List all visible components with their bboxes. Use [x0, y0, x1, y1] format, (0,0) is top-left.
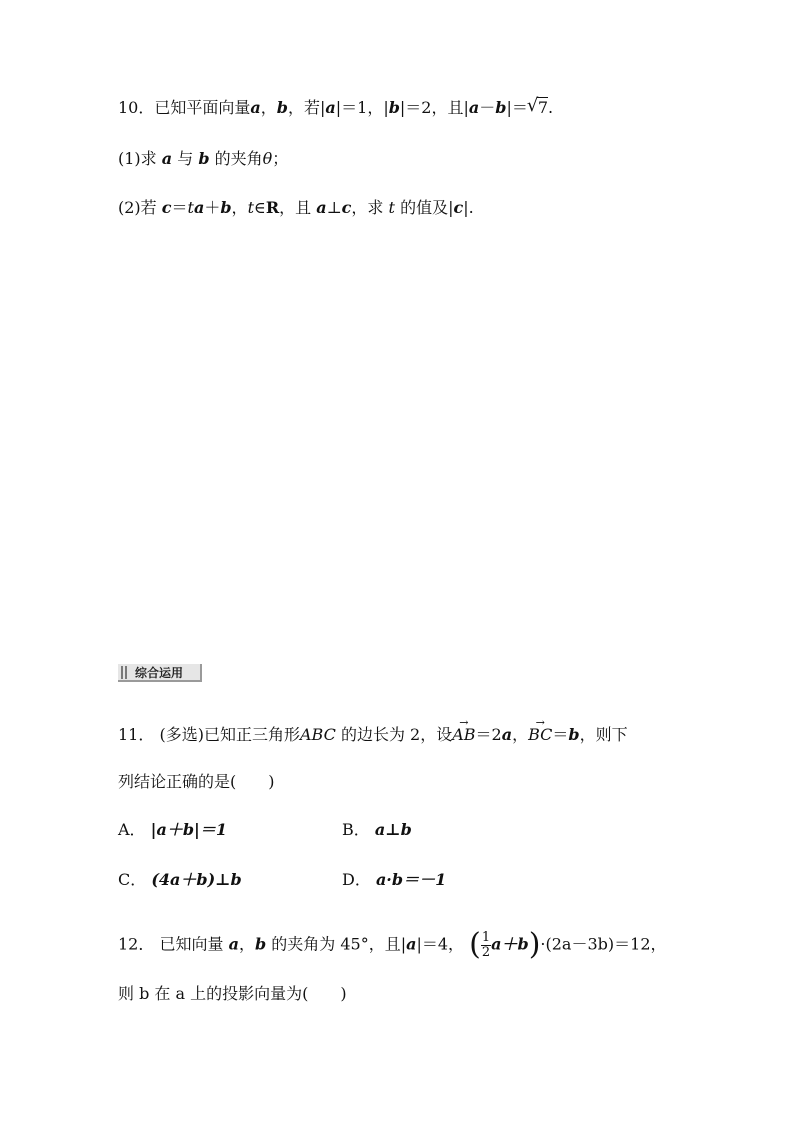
option-a-text: |a＋b|＝1	[150, 820, 227, 839]
q10-sep: ，	[260, 98, 277, 117]
q10-1-label: (1)求	[118, 149, 157, 168]
q10-2-t2: t	[247, 198, 254, 217]
option-a-label: A．	[118, 820, 146, 839]
q10-2-t: t	[187, 198, 194, 217]
q10-2-perp: ⊥	[326, 198, 342, 217]
option-d-label: D．	[342, 870, 371, 889]
q10-2-reals: R	[265, 198, 280, 217]
option-b-text: a⊥b	[374, 820, 412, 839]
q11-vec-bc: → BC	[528, 724, 552, 746]
q10-2-vec-c2: c	[341, 198, 352, 217]
q10-2-tail: 的值及|	[400, 198, 454, 217]
q12-paren-close: )	[528, 927, 541, 962]
option-d-text: a·b＝－1	[375, 870, 447, 889]
q10-number: 10．	[118, 98, 155, 117]
q10-2-ask: ，求	[351, 198, 384, 217]
q10-abs-b-eq: |＝2，且|	[399, 98, 469, 117]
q10-2-t3: t	[388, 198, 395, 217]
q10-2-vec-a: a	[193, 198, 205, 217]
q11-multi-tag: (多选)	[159, 725, 204, 744]
q12-inner-tail: a＋b	[491, 934, 529, 954]
q12-dot-expr: ·(2a－3b)＝12，	[540, 934, 667, 954]
q10-part2	[118, 197, 474, 219]
q11-comma: ，	[512, 725, 529, 744]
q12-stem-b: 的夹角为 45°，且|	[271, 934, 407, 954]
q12-stem-line2: 则 b 在 a 上的投影向量为( )	[118, 984, 347, 1003]
q10-sqrt	[528, 97, 548, 119]
section-tag	[118, 664, 202, 682]
q10-1-end: ；	[272, 149, 289, 168]
q10-2-vec-c: c	[161, 198, 172, 217]
q11-tail: ，则下	[579, 725, 628, 744]
q10-2-end: |.	[463, 198, 474, 217]
option-c-label: C．	[118, 870, 147, 889]
q12-fraction	[481, 931, 491, 960]
q12-sep: ，	[238, 934, 255, 954]
q11-triangle: ABC	[299, 725, 336, 744]
q11-vec-a: a	[501, 725, 513, 744]
option-b-label: B．	[342, 820, 370, 839]
q12-vec-b: b	[254, 934, 267, 954]
q12-frac-num: 1	[481, 929, 491, 945]
q10-sqrt-val: 7	[537, 98, 549, 117]
q10-1-tail: 的夹角	[214, 149, 263, 168]
q10-stem-text-a: 已知平面向量	[154, 98, 251, 117]
q10-2-eq: ＝	[171, 198, 188, 217]
q11-vec-b: b	[568, 725, 580, 744]
q10-2-vec-c3: c	[453, 198, 464, 217]
q11-stem-line2: 列结论正确的是( )	[118, 772, 275, 791]
q10-2-in: ∈	[254, 198, 266, 217]
q10-2-and: ，且	[279, 198, 312, 217]
q10-minus: －	[479, 98, 496, 117]
q10-vec-a-abs: a	[325, 98, 336, 117]
q10-1-mid: 与	[177, 149, 194, 168]
q11-number: 11．	[118, 725, 155, 744]
section-bar-icon	[121, 666, 123, 679]
q11-vec-ab: → AB	[452, 724, 475, 746]
q10-end: .	[548, 98, 554, 117]
q10-2-vec-a2: a	[316, 198, 327, 217]
q10-2-comma: ，	[231, 198, 248, 217]
q10-2-plus: ＋	[204, 198, 221, 217]
q10-vec-b-diff: b	[495, 98, 507, 117]
q12-stem-a: 已知向量	[159, 934, 224, 954]
q11-stem-a: 已知正三角形	[203, 725, 300, 744]
q10-stem-text-b: ，若|	[287, 98, 326, 117]
q10-1-theta: θ	[262, 149, 273, 168]
q11-option-a[interactable]	[118, 819, 227, 841]
q12-vec-a-abs: a	[406, 934, 417, 954]
section-bar-icon-2	[125, 666, 127, 679]
q11-option-c[interactable]	[118, 869, 242, 891]
q11-stem-b: 的边长为 2，设	[340, 725, 453, 744]
q12-vec-a: a	[228, 934, 239, 954]
q10-1-vec-b: b	[198, 149, 210, 168]
q12-number: 12．	[118, 934, 155, 954]
q11-eq-2a: ＝2	[475, 725, 502, 744]
q11-option-b[interactable]	[342, 819, 412, 841]
q10-abs-a-eq: |＝1，|	[335, 98, 389, 117]
q10-1-vec-a: a	[161, 149, 173, 168]
option-c-text: (4a＋b)⊥b	[151, 870, 242, 889]
q12-paren-open: (	[469, 927, 481, 962]
q10-part1	[118, 148, 288, 170]
q12-stem	[118, 927, 667, 962]
q10-vec-a: a	[250, 98, 261, 117]
q11-stem	[118, 724, 628, 746]
q12-frac-den: 2	[481, 944, 491, 960]
q11-eq-b: ＝	[552, 725, 569, 744]
q10-tail: |＝	[506, 98, 528, 117]
q10-2-vec-b: b	[220, 198, 232, 217]
q12-abs-a: |＝4，	[416, 934, 465, 954]
q10-2-label: (2)若	[118, 198, 157, 217]
q11-option-d[interactable]	[342, 869, 446, 891]
q10-vec-b-abs: b	[388, 98, 400, 117]
q10-vec-b: b	[276, 98, 288, 117]
q10-vec-a-diff: a	[468, 98, 480, 117]
section-label: 综合运用	[135, 666, 184, 680]
q10-stem	[118, 97, 553, 119]
